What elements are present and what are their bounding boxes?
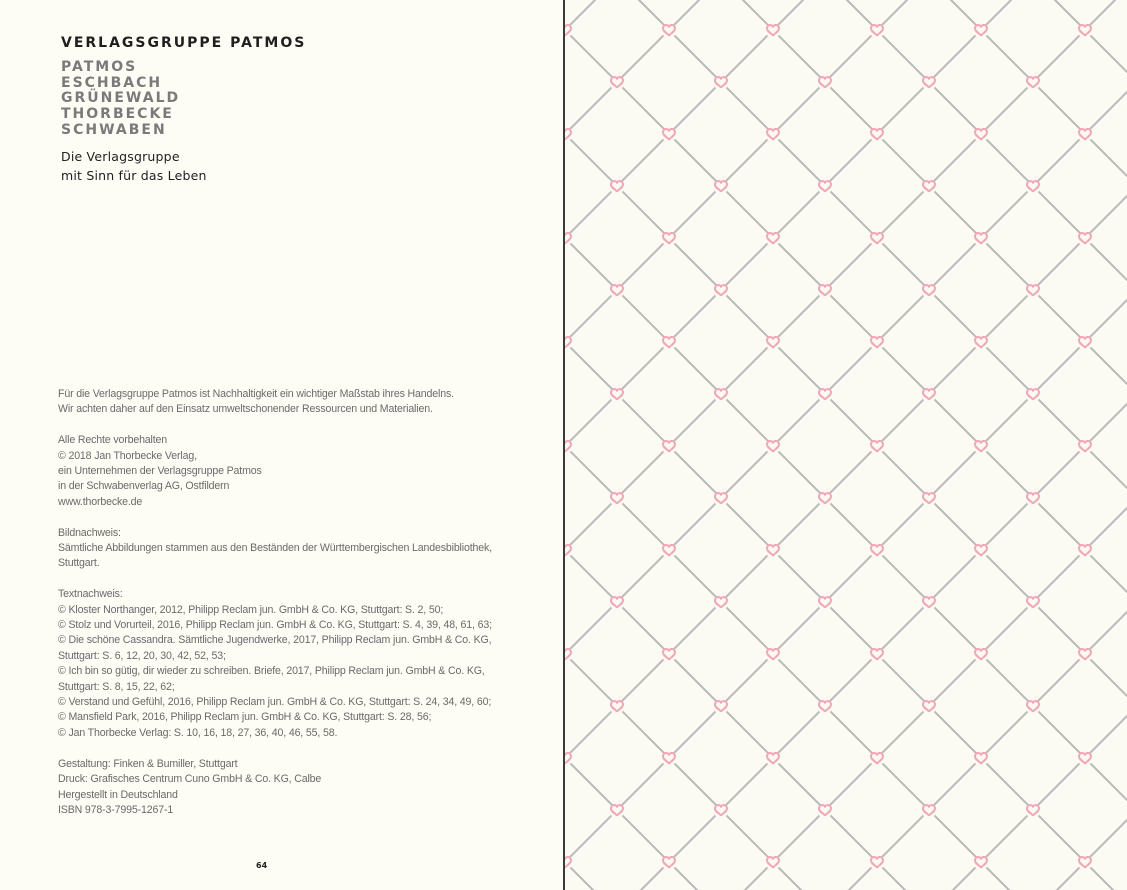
lattice-line (565, 0, 645, 890)
heart-lattice-pattern (565, 0, 1127, 890)
tagline-line: mit Sinn für das Leben (61, 167, 207, 183)
left-page (0, 0, 563, 890)
picture-credits-heading: Bildnachweis: (58, 526, 121, 539)
picture-credits-line: Sämtliche Abbildungen stammen aus den Beständen der Württembergischen Landesbibliothek, (58, 542, 492, 555)
text-credits-line: © Ich bin so gütig, dir wieder zu schreiben. Briefe, 2017, Philipp Reclam jun. GmbH & Co. KG, (58, 665, 485, 678)
lattice-line (565, 0, 1127, 890)
picture-credits-line: Stuttgart. (58, 557, 100, 570)
lattice-line (565, 0, 957, 890)
imprint-name: PATMOS (61, 59, 138, 75)
lattice-line (565, 0, 1127, 890)
imprint-text (58, 387, 528, 818)
imprint-name: ESCHBACH (61, 74, 163, 91)
page-number: 64 (256, 861, 268, 870)
lattice-line (695, 0, 1127, 890)
rights-line: Alle Rechte vorbehalten (58, 434, 168, 447)
right-page-pattern (565, 0, 1127, 890)
lattice-line (565, 0, 643, 890)
imprint-name: THORBECKE (61, 106, 174, 123)
lattice-line (565, 0, 1127, 890)
lattice-line (565, 0, 1127, 890)
production-line: Druck: Grafisches Centrum Cuno GmbH & Co. KG, Calbe (58, 773, 322, 786)
lattice-line (693, 0, 1127, 890)
production-line: Hergestellt in Deutschland (58, 788, 178, 801)
isbn: ISBN 978-3-7995-1267-1 (58, 803, 174, 816)
lattice-line (1111, 0, 1127, 890)
lattice-line (565, 0, 1127, 890)
imprint-name: GRÜNEWALD (61, 90, 181, 107)
lattice-line (565, 0, 851, 890)
rights-line: in der Schwabenverlag AG, Ostfildern (58, 480, 230, 493)
lattice-line (565, 0, 749, 890)
imprint-name: SCHWABEN (61, 121, 167, 138)
sustainability-line: Wir achten daher auf den Einsatz umweltschonender Ressourcen und Materialien. (58, 403, 433, 416)
text-credits-line: © Kloster Northanger, 2012, Philipp Reclam jun. GmbH & Co. KG, Stuttgart: S. 2, 50; (58, 603, 444, 616)
lattice-line (565, 0, 747, 890)
rights-line: © 2018 Jan Thorbecke Verlag, (58, 449, 197, 462)
rights-line: ein Unternehmen der Verlagsgruppe Patmos (58, 465, 262, 478)
text-credits-line: Stuttgart: S. 8, 15, 22, 62; (58, 680, 175, 693)
lattice-line (903, 0, 1127, 890)
text-credits-line: © Mansfield Park, 2016, Philipp Reclam jun. GmbH & Co. KG, Stuttgart: S. 28, 56; (58, 711, 432, 724)
website-link[interactable]: www.thorbecke.de (58, 495, 143, 508)
production-line: Gestaltung: Finken & Bumiller, Stuttgart (58, 757, 238, 770)
text-credits-line: © Jan Thorbecke Verlag: S. 10, 16, 18, 27, 36, 40, 46, 55, 58. (58, 726, 338, 739)
text-credits-line: © Stolz und Vorurteil, 2016, Philipp Reclam jun. GmbH & Co. KG, Stuttgart: S. 4, 39, 48, 61, 63; (58, 619, 492, 632)
lattice-line (565, 0, 1127, 890)
lattice-line (565, 0, 1127, 890)
text-credits-line: Stuttgart: S. 6, 12, 20, 30, 42, 52, 53; (58, 649, 226, 662)
text-credits-line: © Verstand und Gefühl, 2016, Philipp Reclam jun. GmbH & Co. KG, Stuttgart: S. 24, 34, 49, 60; (58, 696, 492, 709)
tagline-line: Die Verlagsgruppe (61, 149, 180, 164)
lattice-line (565, 0, 955, 890)
publisher-title: VERLAGSGRUPPE PATMOS (61, 35, 307, 51)
text-credits-line: © Die schöne Cassandra. Sämtliche Jugendwerke, 2017, Philipp Reclam jun. GmbH & Co. KG, (58, 634, 492, 647)
tagline (61, 148, 207, 185)
imprint-list (61, 60, 180, 139)
lattice-line (1007, 0, 1127, 890)
lattice-line (1005, 0, 1127, 890)
sustainability-line: Für die Verlagsgruppe Patmos ist Nachhaltigkeit ein wichtiger Maßstab ihres Handelns. (58, 388, 454, 400)
lattice-line (1109, 0, 1127, 890)
lattice-line (565, 0, 853, 890)
text-credits-heading: Textnachweis: (58, 588, 123, 601)
lattice-line (565, 0, 1127, 890)
lattice-line (797, 0, 1127, 890)
lattice-line (901, 0, 1127, 890)
